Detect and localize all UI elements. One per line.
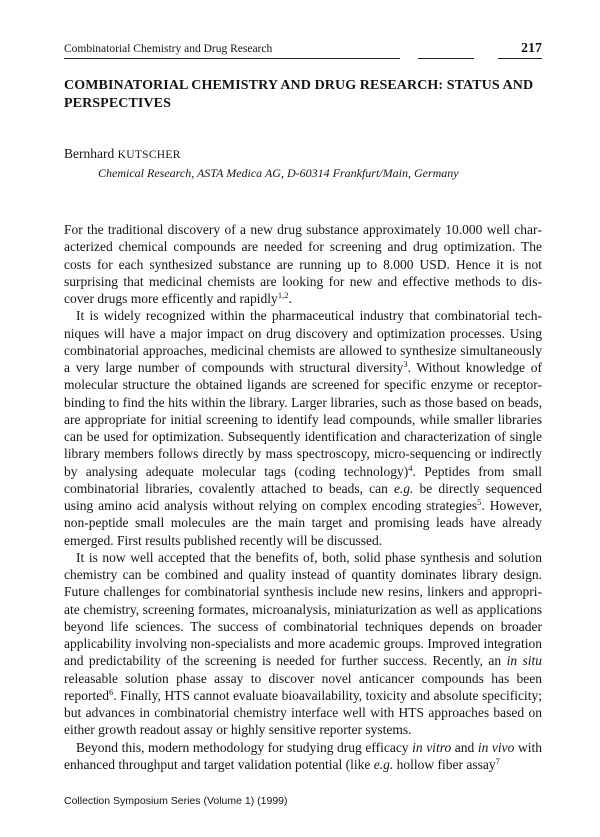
citation-ref: 6 [108,686,114,697]
text-run: It is now well accepted that the benefits of, both, solid phase synthesis and solution chemistry can be combined and quality instead of quantity dominates library design. Future challenges for combinatorial synthesis include new resins, linkers and appropriate chemistry, screening formates, microanalysis, miniaturization as well as applications beyond life sciences. The success of combinatorial techniques depends on broader applicability involving non-specialists and more academic groups. Improved integration and predictability of the screening is needed for further success. Recently, an [64,549,542,669]
author-affiliation: Chemical Research, ASTA Medica AG, D-60314 Frankfurt/Main, Germany [98,166,459,180]
italic-term: in vitro [412,739,452,755]
author-family-name: KUTSCHER [117,149,181,161]
author-given-name: Bernhard [64,146,118,161]
page-number: 217 [521,41,542,56]
header-rule [498,58,542,59]
body-paragraph [64,221,542,307]
citation-ref: 5 [477,497,482,507]
text-run: with enhanced throughput and target validation potential (like [64,739,542,772]
text-run: releasable solution phase assay to discover novel anticancer compounds has been reported [64,670,542,703]
italic-term: e.g. [373,756,394,772]
italic-term: in vivo [477,739,515,755]
article-body [64,221,542,773]
text-run: . Peptides from small combinatorial libraries, covalently attached to beads, can [64,463,542,496]
author-name [64,146,181,163]
italic-term: in situ [506,653,542,669]
series-footer: Collection Symposium Series (Volume 1) (1999) [64,795,288,807]
text-run: hollow fiber assay [393,756,496,772]
text-run: For the traditional discovery of a new drug substance approximately 10.000 well characterized chemical compounds are needed for screening and drug optimization. The costs for each synthesized substance are running up to 8.000 USD. Hence it is not surprising that medicinal chemists are looking for new and effective methods to discover drugs more efficently and rapidly [64,222,542,306]
text-run: . Finally, HTS cannot evaluate bioavailability, toxicity and absolute specificity; but advances in combinatorial chemistry interface well with HTS approaches based on either growth readout assay or highly sensitive reporter systems. [64,687,542,738]
body-paragraph [64,307,542,549]
text-run: be directly sequenced using amino acid analysis without relying on complex encoding strategies [64,480,542,513]
header-rule [418,58,474,59]
citation-ref: 3 [403,359,408,369]
citation-ref: 7 [495,755,500,766]
text-run: . Without knowledge of molecular structure the obtained ligands are screened for specific enzyme or receptor-binding to find the hits within the library. Larger libraries, such as those based on beads, are appropriate for initial screening to identify lead compounds, while smaller libraries can be used for optimization. Subsequently identification and characterization of single library members follows directly by mass spectroscopy, micro-sequencing or indirectly by analysing adequate molecular tags (coding technology) [64,360,542,479]
citation-ref: 4 [408,462,413,473]
header-rule [64,58,400,59]
text-run: and [451,739,478,755]
body-paragraph [64,549,542,739]
citation-ref: 1,2 [277,290,289,300]
text-run: Beyond this, modern methodology for studying drug efficacy [76,739,413,755]
article-title: COMBINATORIAL CHEMISTRY AND DRUG RESEARCH: STATUS AND PERSPECTIVES [64,78,534,111]
italic-term: e.g. [393,480,414,496]
text-run: . However, non-peptide small molecules are the main target and promising leads have already emerged. First results published recently will be discussed. [64,498,543,548]
body-paragraph [64,739,542,774]
text-run: . [288,291,292,306]
text-run: It is widely recognized within the pharmaceutical industry that combinatorial techniques will have a major impact on drug discovery and optimization processes. Using combinatorial approaches, medicinal chemists are allowed to synthesize simultaneously a very large number of compounds with structural diversity [64,308,542,375]
running-title: Combinatorial Chemistry and Drug Research [64,43,273,55]
